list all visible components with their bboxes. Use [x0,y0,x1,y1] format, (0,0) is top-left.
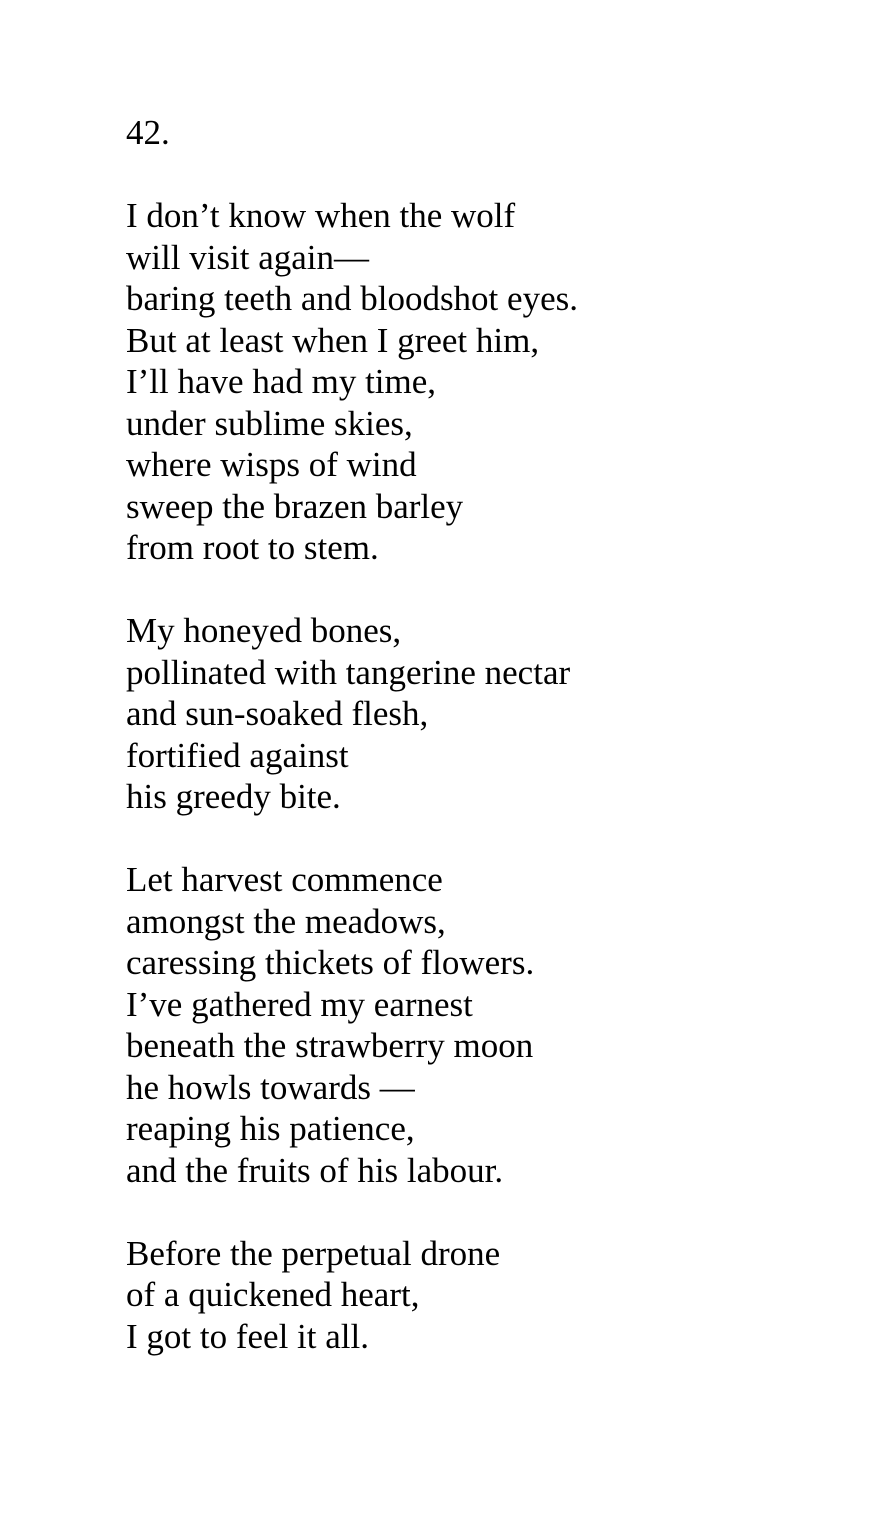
poem-line: baring teeth and bloodshot eyes. [126,279,578,318]
poem-line: Let harvest commence [126,860,443,899]
poem-line: I’ve gathered my earnest [126,984,473,1024]
stanza-4 [126,1233,826,1358]
poem-line: I don’t know when the wolf [126,196,516,235]
poem-line: reaping his patience, [126,1109,415,1148]
poem-line: pollinated with tangerine nectar [126,652,571,692]
stanza-2 [126,610,826,818]
poem-line: fortified against [126,735,349,775]
poem-line: from root to stem. [126,528,379,567]
stanza-3 [126,859,826,1191]
poem-line: My honeyed bones, [126,611,402,650]
poem-line: beneath the strawberry moon [126,1026,534,1065]
poem-line: under sublime skies, [126,403,413,443]
poem-line: I’ll have had my time, [126,362,437,401]
poem-line: sweep the brazen barley [126,486,464,526]
poem-line: where wisps of wind [126,445,417,484]
poem-page [126,112,826,1357]
poem-line: amongst the meadows, [126,901,446,941]
poem-line: of a quickened heart, [126,1275,420,1314]
poem-line: I got to feel it all. [126,1316,369,1356]
poem-line: he howls towards — [126,1067,415,1107]
stanza-1 [126,195,826,569]
poem-line: his greedy bite. [126,777,341,816]
poem-line: But at least when I greet him, [126,320,540,360]
poem-line: caressing thickets of flowers. [126,943,535,982]
poem-line: Before the perpetual drone [126,1233,501,1273]
poem-line: and sun-soaked flesh, [126,694,429,733]
poem-line: and the fruits of his labour. [126,1150,504,1190]
poem-number: 42. [126,113,170,152]
poem-line: will visit again— [126,237,370,277]
